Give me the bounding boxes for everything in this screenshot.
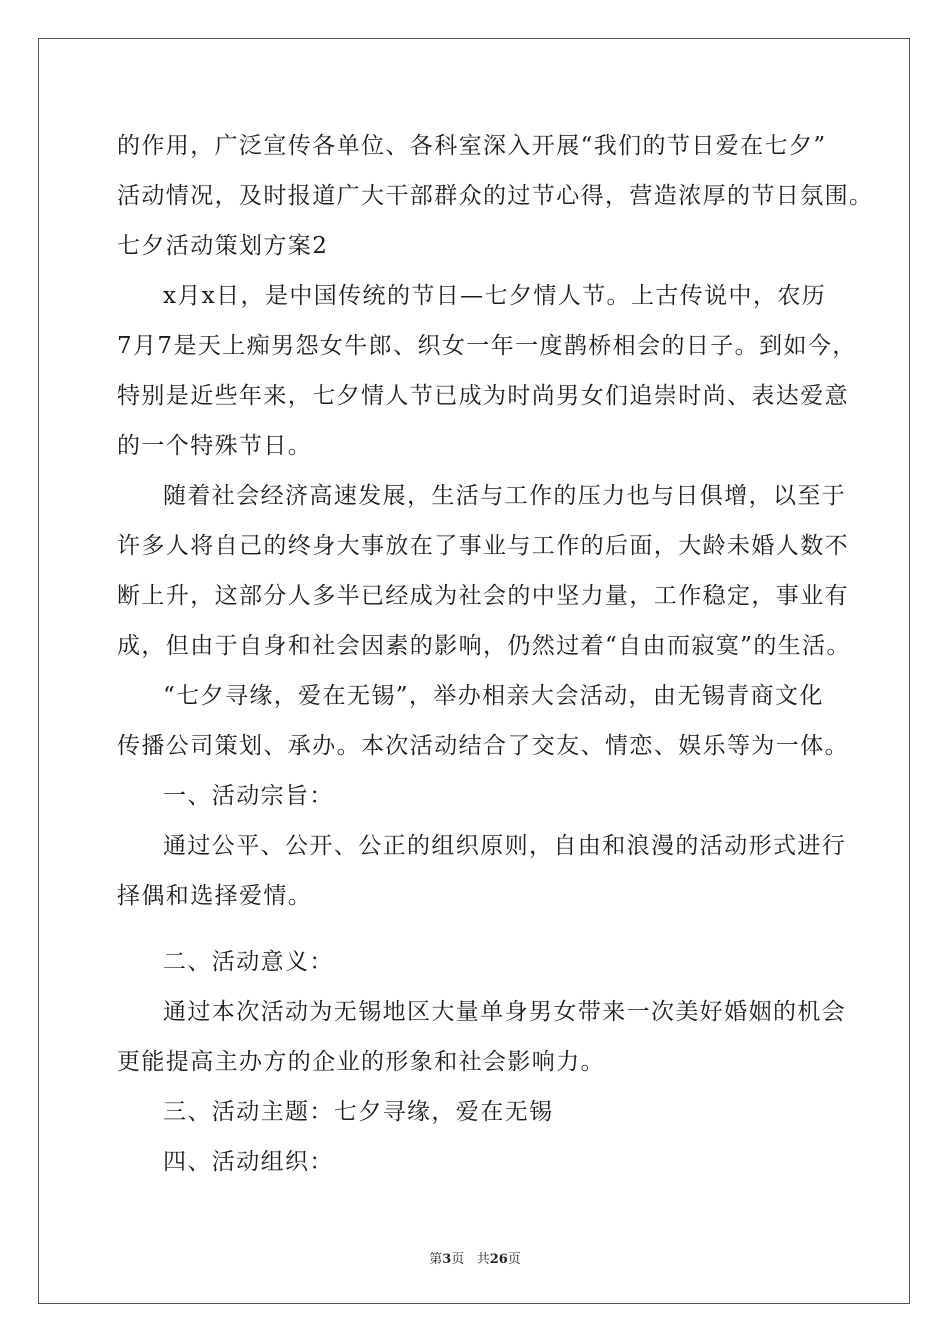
page-prefix: 第: [429, 1252, 443, 1267]
page-footer: [0, 1248, 950, 1267]
subsection-heading: 二、活动意义：: [163, 949, 334, 975]
paragraph-line: 断上升，这部分人多半已经成为社会的中坚力量，工作稳定，事业有: [117, 583, 849, 609]
subsection-heading: 四、活动组织：: [163, 1149, 334, 1175]
total-pages: 26: [489, 1252, 508, 1267]
page-number: 3: [442, 1252, 452, 1267]
page-suffix: 页: [451, 1252, 465, 1267]
total-suffix: 页: [507, 1252, 521, 1267]
subsection-heading: 三、活动主题：七夕寻缘，爱在无锡: [163, 1099, 554, 1125]
paragraph-line: 通过公平、公开、公正的组织原则，自由和浪漫的活动形式进行: [163, 833, 847, 859]
paragraph-line: 特别是近些年来，七夕情人节已成为时尚男女们追崇时尚、表达爱意: [117, 383, 849, 409]
paragraph-line: 成，但由于自身和社会因素的影响，仍然过着“自由而寂寞”的生活。: [117, 633, 851, 659]
paragraph-line: 的作用，广泛宣传各单位、各科室深入开展“我们的节日爱在七夕”: [117, 133, 827, 159]
paragraph-line: x月x日，是中国传统的节日—七夕情人节。上古传说中，农历: [163, 283, 827, 309]
paragraph-line: 更能提高主办方的企业的形象和社会影响力。: [117, 1049, 605, 1075]
paragraph-line: “七夕寻缘，爱在无锡”，举办相亲大会活动，由无锡青商文化: [163, 683, 824, 709]
paragraph-line: 7月7是天上痴男怨女牛郎、织女一年一度鹊桥相会的日子。到如今，: [117, 333, 857, 359]
paragraph-line: 择偶和选择爱情。: [117, 883, 313, 909]
paragraph-line: 传播公司策划、承办。本次活动结合了交友、情恋、娱乐等为一体。: [117, 733, 849, 759]
paragraph-line: 通过本次活动为无锡地区大量单身男女带来一次美好婚姻的机会: [163, 999, 847, 1025]
paragraph-line: 的一个特殊节日。: [117, 433, 313, 459]
document-body: [117, 126, 874, 1192]
paragraph-line: 活动情况，及时报道广大干部群众的过节心得，营造浓厚的节日氛围。: [117, 183, 874, 209]
section-heading: 七夕活动策划方案2: [117, 233, 329, 259]
subsection-heading: 一、活动宗旨：: [163, 783, 334, 809]
total-prefix: 共: [476, 1252, 490, 1267]
paragraph-line: 随着社会经济高速发展，生活与工作的压力也与日俱增，以至于: [163, 483, 847, 509]
paragraph-line: 许多人将自己的终身大事放在了事业与工作的后面，大龄未婚人数不: [117, 533, 849, 559]
